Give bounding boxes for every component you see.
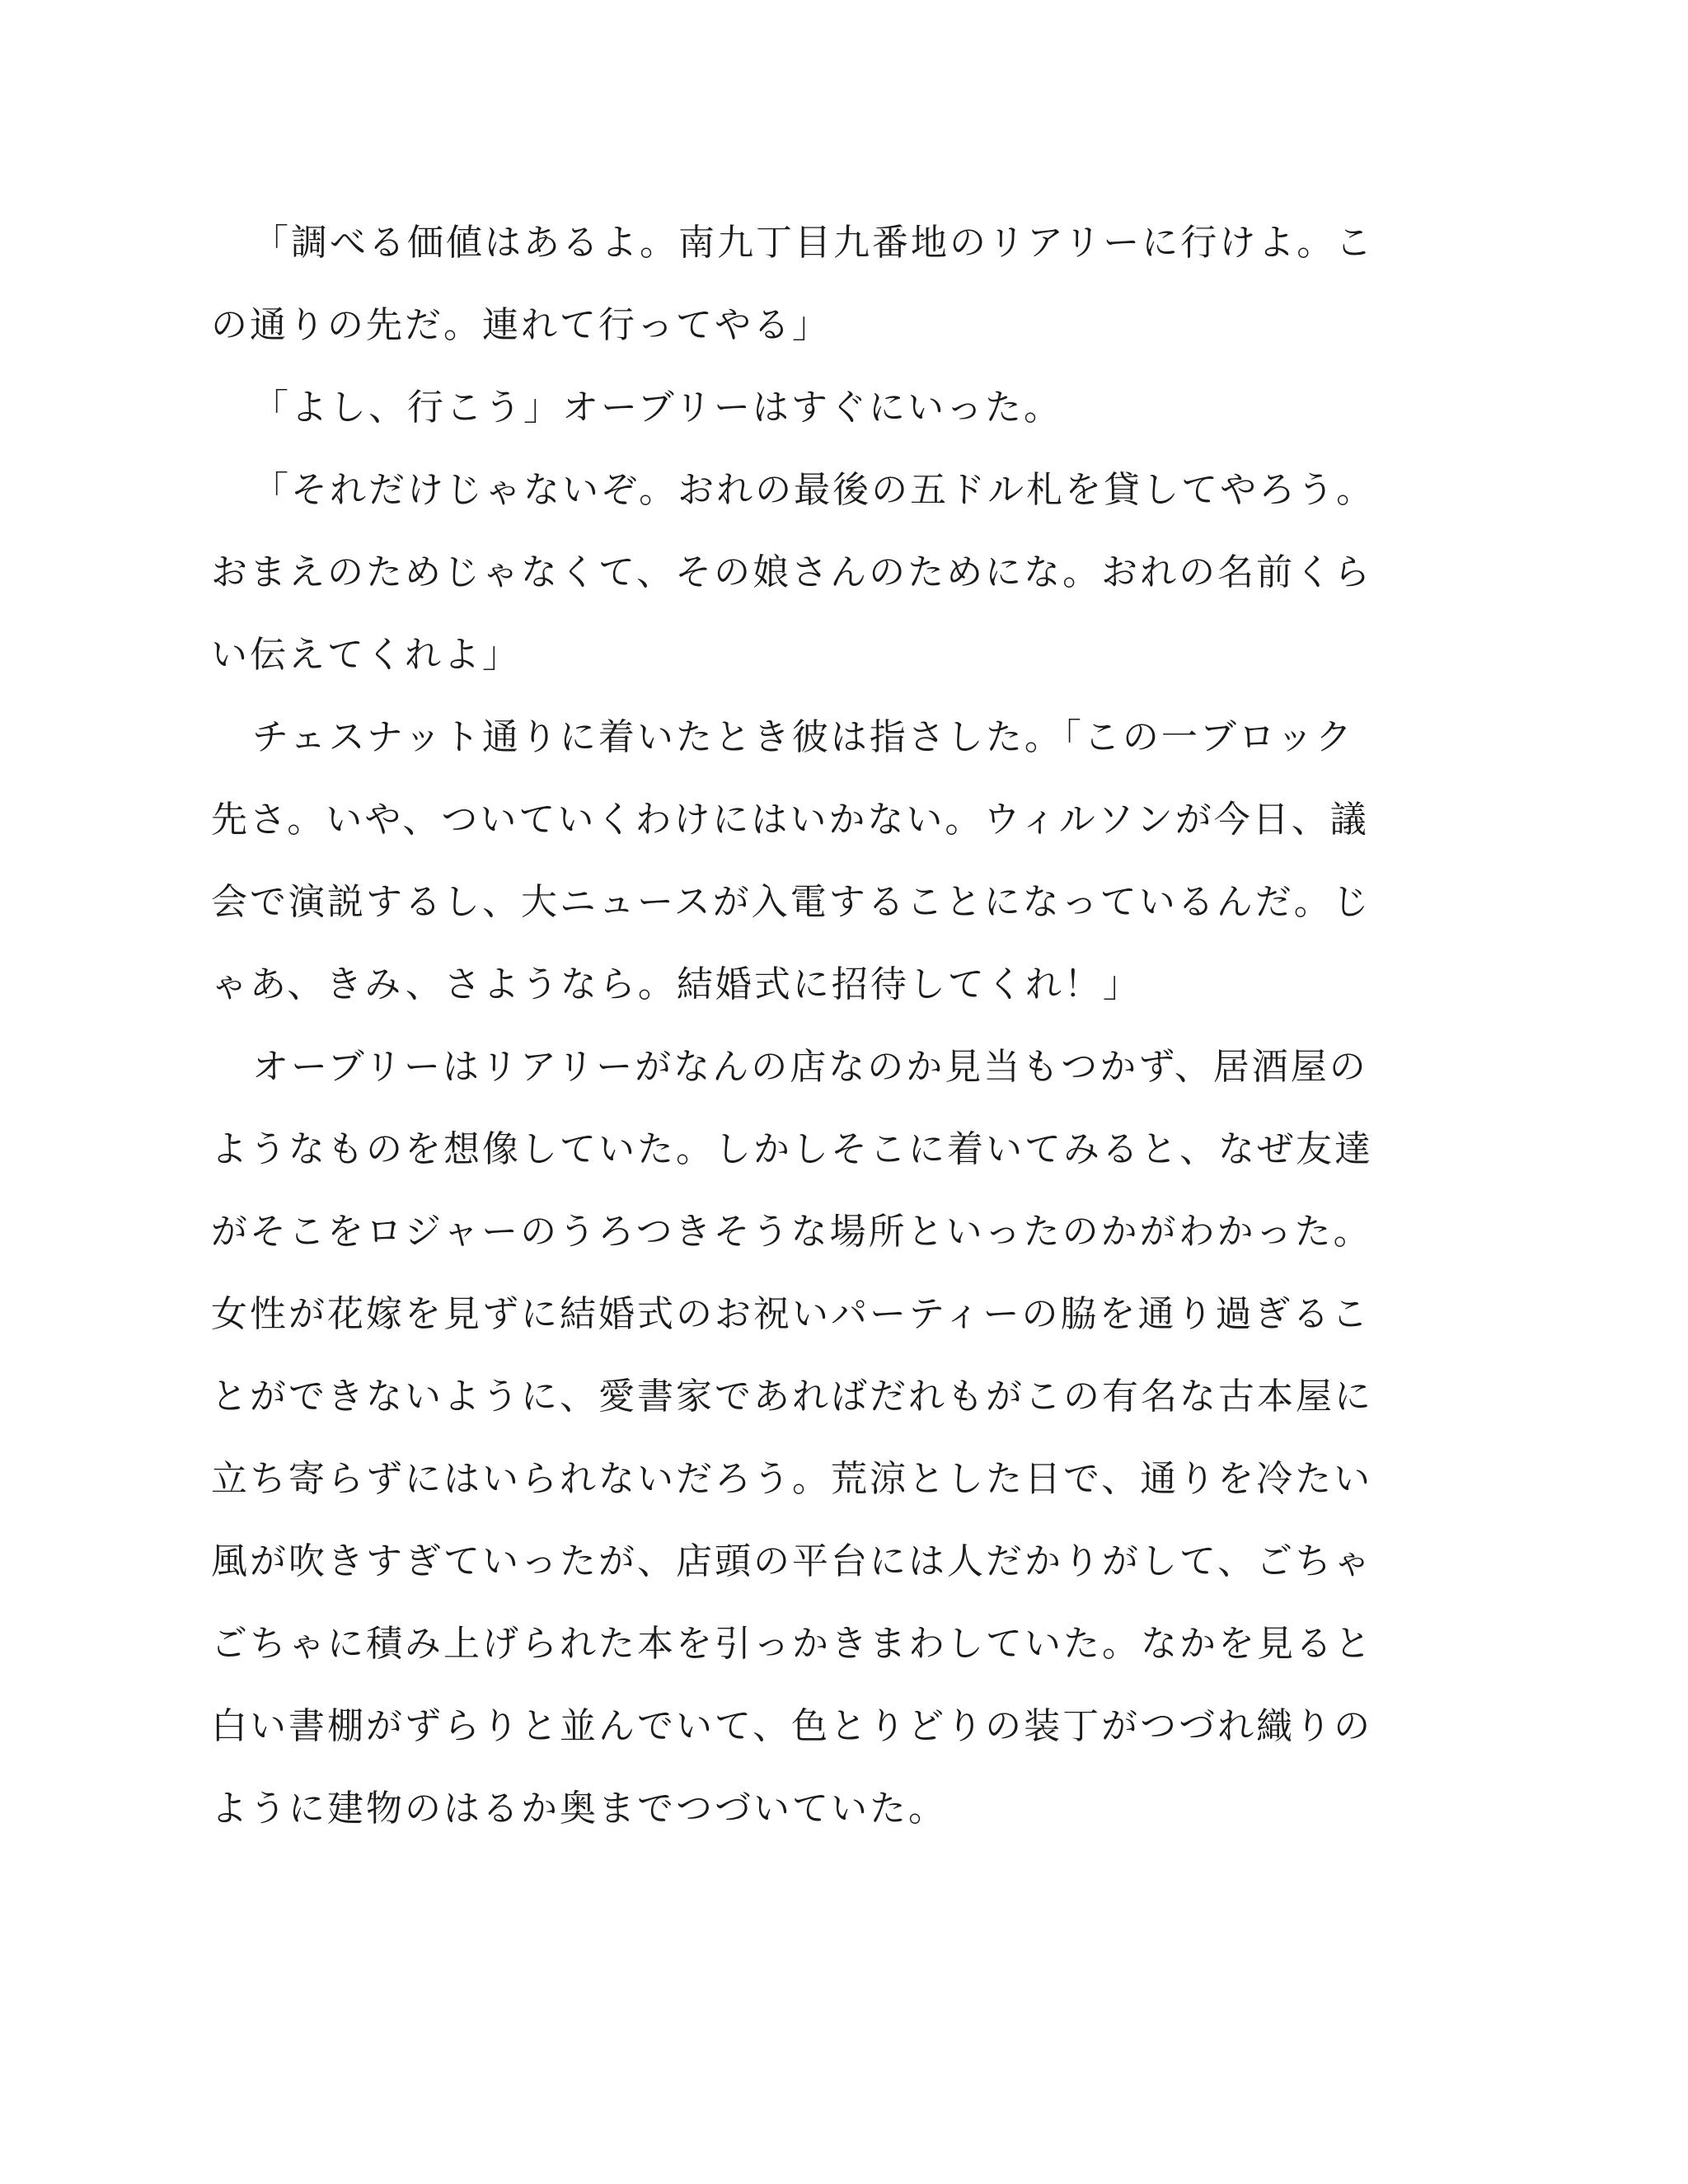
text-line: おまえのためじゃなくて、その娘さんのためにな。おれの名前くら [211,551,1373,593]
body-text [211,202,1447,1850]
text-line: い伝えてくれよ」 [211,634,521,676]
text-line: 先さ。いや、ついていくわけにはいかない。ウィルソンが今日、議 [211,799,1369,841]
text-line: ごちゃに積み上げられた本を引っかきまわしていた。なかを見ると [211,1623,1373,1665]
text-line: ように建物のはるか奥までつづいていた。 [211,1788,947,1830]
text-line: 「調べる価値はあるよ。南九丁目九番地のリアリーに行けよ。こ [252,222,1375,264]
text-line: 会で演説するし、大ニュースが入電することになっているんだ。じ [211,881,1372,923]
text-line: ようなものを想像していた。しかしそこに着いてみると、なぜ友達 [211,1128,1373,1170]
text-line: 「それだけじゃないぞ。おれの最後の五ドル札を貸してやろう。 [252,469,1376,511]
text-line: ゃあ、きみ、さようなら。結婚式に招待してくれ！」 [211,963,1142,1005]
text-line: の通りの先だ。連れて行ってやる」 [211,304,831,346]
text-line: チェスナット通りに着いたとき彼は指さした。「この一ブロック [252,716,1355,758]
text-line: オーブリーはリアリーがなんの店なのか見当もつかず、居酒屋の [252,1046,1368,1088]
text-line: 立ち寄らずにはいられないだろう。荒涼とした日で、通りを冷たい [211,1458,1373,1500]
text-line: がそこをロジャーのうろつきそうな場所といったのかがわかった。 [211,1211,1372,1253]
text-line: 風が吹きすぎていったが、店頭の平台には人だかりがして、ごちゃ [211,1540,1373,1582]
text-line: 「よし、行こう」オーブリーはすぐにいった。 [252,387,1063,429]
text-line: とができないように、愛書家であればだれもがこの有名な古本屋に [211,1376,1373,1418]
text-line: 白い書棚がずらりと並んでいて、色とりどりの装丁がつづれ織りの [211,1705,1373,1747]
text-line: 女性が花嫁を見ずに結婚式のお祝いパーティーの脇を通り過ぎるこ [211,1293,1371,1335]
